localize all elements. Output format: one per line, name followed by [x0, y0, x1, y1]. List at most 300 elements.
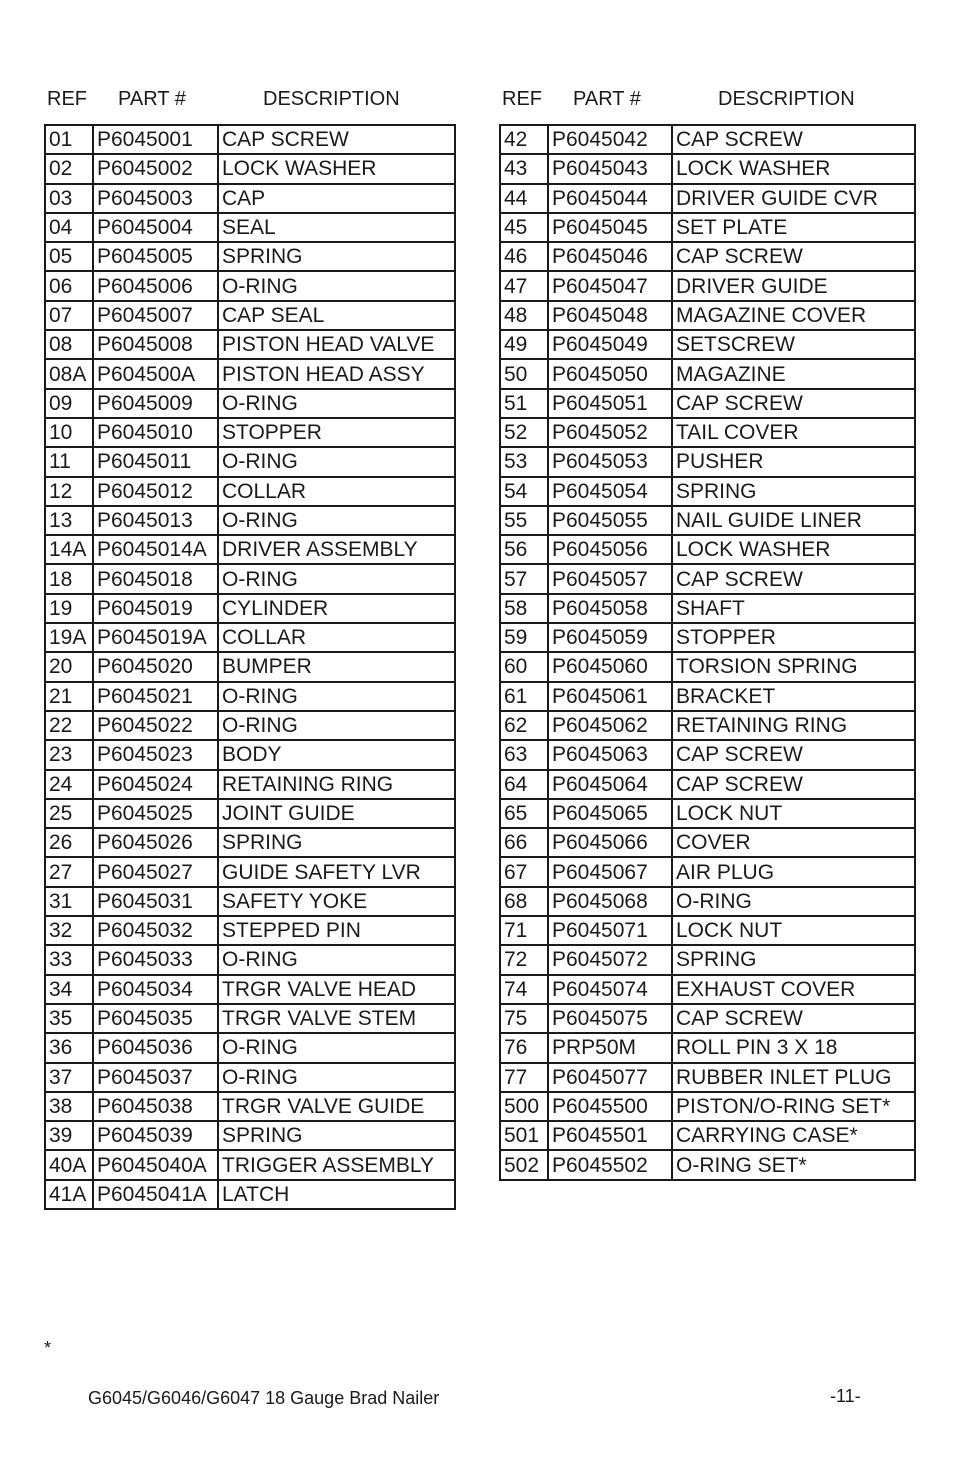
table-row [45, 506, 455, 535]
table-row [45, 359, 455, 388]
table-row [500, 1150, 915, 1179]
table-row [45, 477, 455, 506]
description-cell: DRIVER GUIDE CVR [672, 184, 915, 213]
ref-cell: 14A [45, 535, 93, 564]
table-row [45, 594, 455, 623]
ref-cell: 60 [500, 652, 548, 681]
ref-cell: 59 [500, 623, 548, 652]
part-number-cell: P6045022 [93, 711, 218, 740]
table-row [500, 828, 915, 857]
ref-cell: 65 [500, 799, 548, 828]
part-number-cell: P6045060 [548, 652, 672, 681]
part-number-cell: P6045045 [548, 213, 672, 242]
description-cell: TRIGGER ASSEMBLY [218, 1150, 455, 1179]
ref-cell: 10 [45, 418, 93, 447]
part-number-cell: P6045051 [548, 389, 672, 418]
table-row [45, 1180, 455, 1209]
ref-cell: 55 [500, 506, 548, 535]
part-number-cell: P6045012 [93, 477, 218, 506]
ref-cell: 07 [45, 301, 93, 330]
part-number-cell: P6045502 [548, 1150, 672, 1179]
ref-cell: 33 [45, 945, 93, 974]
ref-cell: 75 [500, 1004, 548, 1033]
description-cell: CAP SCREW [672, 770, 915, 799]
part-number-cell: P6045031 [93, 887, 218, 916]
description-cell: O-RING [218, 945, 455, 974]
ref-cell: 34 [45, 975, 93, 1004]
table-row [45, 975, 455, 1004]
description-cell: BODY [218, 740, 455, 769]
ref-cell: 23 [45, 740, 93, 769]
table-row [45, 301, 455, 330]
table-row [500, 213, 915, 242]
table-row [500, 154, 915, 183]
description-cell: SPRING [218, 828, 455, 857]
ref-cell: 27 [45, 857, 93, 886]
part-number-cell: P6045018 [93, 564, 218, 593]
description-cell: CYLINDER [218, 594, 455, 623]
ref-cell: 47 [500, 271, 548, 300]
description-cell: GUIDE SAFETY LVR [218, 857, 455, 886]
part-number-cell: P6045026 [93, 828, 218, 857]
ref-cell: 41A [45, 1180, 93, 1209]
part-number-cell: P6045057 [548, 564, 672, 593]
part-number-cell: P6045065 [548, 799, 672, 828]
part-number-cell: P604500A [93, 359, 218, 388]
description-cell: EXHAUST COVER [672, 975, 915, 1004]
description-cell: SEAL [218, 213, 455, 242]
description-cell: O-RING [218, 506, 455, 535]
table-row [45, 682, 455, 711]
table-row [45, 213, 455, 242]
ref-cell: 51 [500, 389, 548, 418]
part-number-cell: P6045055 [548, 506, 672, 535]
part-number-cell: P6045034 [93, 975, 218, 1004]
description-cell: MAGAZINE COVER [672, 301, 915, 330]
part-number-cell: P6045042 [548, 125, 672, 154]
description-cell: ROLL PIN 3 X 18 [672, 1033, 915, 1062]
description-cell: O-RING SET* [672, 1150, 915, 1179]
part-number-cell: P6045040A [93, 1150, 218, 1179]
table-row [500, 389, 915, 418]
table-row [45, 125, 455, 154]
table-row [45, 799, 455, 828]
ref-cell: 38 [45, 1092, 93, 1121]
part-number-cell: P6045010 [93, 418, 218, 447]
description-cell: CAP SCREW [672, 242, 915, 271]
ref-cell: 64 [500, 770, 548, 799]
table-row [500, 359, 915, 388]
description-cell: O-RING [218, 564, 455, 593]
footer-title: G6045/G6046/G6047 18 Gauge Brad Nailer [88, 1388, 440, 1408]
ref-cell: 68 [500, 887, 548, 916]
description-cell: LOCK WASHER [218, 154, 455, 183]
table-row [500, 242, 915, 271]
ref-cell: 45 [500, 213, 548, 242]
table-row [45, 1063, 455, 1092]
description-cell: SPRING [672, 477, 915, 506]
part-number-cell: P6045072 [548, 945, 672, 974]
table-row [500, 1063, 915, 1092]
part-number-cell: P6045047 [548, 271, 672, 300]
table-row [500, 1121, 915, 1150]
description-cell: SPRING [218, 1121, 455, 1150]
table-row [500, 125, 915, 154]
ref-cell: 76 [500, 1033, 548, 1062]
header-ref: REF [502, 88, 542, 110]
header-ref: REF [47, 88, 87, 110]
part-number-cell: P6045048 [548, 301, 672, 330]
ref-cell: 26 [45, 828, 93, 857]
part-number-cell: P6045013 [93, 506, 218, 535]
part-number-cell: P6045001 [93, 125, 218, 154]
header-description: DESCRIPTION [263, 88, 400, 110]
description-cell: SAFETY YOKE [218, 887, 455, 916]
table-row [500, 857, 915, 886]
description-cell: TRGR VALVE STEM [218, 1004, 455, 1033]
table-row [45, 887, 455, 916]
ref-cell: 21 [45, 682, 93, 711]
description-cell: COLLAR [218, 477, 455, 506]
description-cell: STEPPED PIN [218, 916, 455, 945]
description-cell: SPRING [218, 242, 455, 271]
part-number-cell: P6045056 [548, 535, 672, 564]
parts-list-right [499, 86, 916, 1181]
parts-table-right [499, 124, 916, 1181]
table-row [45, 1033, 455, 1062]
table-row [500, 1004, 915, 1033]
description-cell: CAP SCREW [672, 389, 915, 418]
ref-cell: 12 [45, 477, 93, 506]
ref-cell: 05 [45, 242, 93, 271]
part-number-cell: P6045049 [548, 330, 672, 359]
table-row [500, 975, 915, 1004]
table-row [500, 506, 915, 535]
ref-cell: 02 [45, 154, 93, 183]
description-cell: JOINT GUIDE [218, 799, 455, 828]
table-row [500, 447, 915, 476]
table-row [45, 1092, 455, 1121]
part-number-cell: P6045071 [548, 916, 672, 945]
ref-cell: 40A [45, 1150, 93, 1179]
part-number-cell: P6045074 [548, 975, 672, 1004]
column-headers-right [499, 86, 914, 124]
header-description: DESCRIPTION [718, 88, 855, 110]
part-number-cell: P6045020 [93, 652, 218, 681]
description-cell: O-RING [218, 682, 455, 711]
ref-cell: 35 [45, 1004, 93, 1033]
description-cell: O-RING [672, 887, 915, 916]
ref-cell: 42 [500, 125, 548, 154]
ref-cell: 22 [45, 711, 93, 740]
description-cell: LOCK WASHER [672, 154, 915, 183]
description-cell: COVER [672, 828, 915, 857]
description-cell: LOCK NUT [672, 916, 915, 945]
description-cell: CAP SCREW [218, 125, 455, 154]
ref-cell: 54 [500, 477, 548, 506]
table-row [500, 682, 915, 711]
description-cell: PISTON HEAD VALVE [218, 330, 455, 359]
table-row [45, 740, 455, 769]
part-number-cell: P6045007 [93, 301, 218, 330]
part-number-cell: P6045019A [93, 623, 218, 652]
ref-cell: 74 [500, 975, 548, 1004]
table-row [45, 652, 455, 681]
part-number-cell: P6045064 [548, 770, 672, 799]
description-cell: CARRYING CASE* [672, 1121, 915, 1150]
table-row [45, 857, 455, 886]
description-cell: SPRING [672, 945, 915, 974]
table-row [500, 477, 915, 506]
table-row [500, 945, 915, 974]
ref-cell: 62 [500, 711, 548, 740]
ref-cell: 502 [500, 1150, 548, 1179]
description-cell: MAGAZINE [672, 359, 915, 388]
table-row [45, 1150, 455, 1179]
table-row [500, 770, 915, 799]
ref-cell: 24 [45, 770, 93, 799]
part-number-cell: P6045005 [93, 242, 218, 271]
part-number-cell: P6045002 [93, 154, 218, 183]
part-number-cell: P6045008 [93, 330, 218, 359]
description-cell: CAP SCREW [672, 125, 915, 154]
part-number-cell: P6045032 [93, 916, 218, 945]
ref-cell: 50 [500, 359, 548, 388]
table-row [500, 184, 915, 213]
description-cell: CAP [218, 184, 455, 213]
part-number-cell: P6045059 [548, 623, 672, 652]
ref-cell: 08 [45, 330, 93, 359]
part-number-cell: P6045009 [93, 389, 218, 418]
part-number-cell: P6045033 [93, 945, 218, 974]
table-row [45, 623, 455, 652]
description-cell: CAP SCREW [672, 740, 915, 769]
ref-cell: 31 [45, 887, 93, 916]
part-number-cell: P6045003 [93, 184, 218, 213]
part-number-cell: P6045067 [548, 857, 672, 886]
description-cell: O-RING [218, 711, 455, 740]
ref-cell: 49 [500, 330, 548, 359]
table-row [45, 1004, 455, 1033]
description-cell: PISTON/O-RING SET* [672, 1092, 915, 1121]
description-cell: COLLAR [218, 623, 455, 652]
parts-table-left [44, 124, 456, 1210]
ref-cell: 58 [500, 594, 548, 623]
table-row [500, 535, 915, 564]
part-number-cell: P6045014A [93, 535, 218, 564]
table-row [500, 711, 915, 740]
description-cell: STOPPER [672, 623, 915, 652]
table-row [45, 330, 455, 359]
description-cell: DRIVER GUIDE [672, 271, 915, 300]
description-cell: TAIL COVER [672, 418, 915, 447]
table-row [500, 916, 915, 945]
part-number-cell: P6045038 [93, 1092, 218, 1121]
part-number-cell: P6045066 [548, 828, 672, 857]
description-cell: PUSHER [672, 447, 915, 476]
ref-cell: 63 [500, 740, 548, 769]
description-cell: SET PLATE [672, 213, 915, 242]
ref-cell: 53 [500, 447, 548, 476]
part-number-cell: P6045054 [548, 477, 672, 506]
ref-cell: 48 [500, 301, 548, 330]
description-cell: TRGR VALVE HEAD [218, 975, 455, 1004]
ref-cell: 18 [45, 564, 93, 593]
part-number-cell: P6045500 [548, 1092, 672, 1121]
description-cell: RUBBER INLET PLUG [672, 1063, 915, 1092]
header-part: PART # [573, 88, 641, 110]
ref-cell: 19 [45, 594, 93, 623]
part-number-cell: P6045024 [93, 770, 218, 799]
part-number-cell: PRP50M [548, 1033, 672, 1062]
description-cell: TRGR VALVE GUIDE [218, 1092, 455, 1121]
part-number-cell: P6045041A [93, 1180, 218, 1209]
table-row [500, 418, 915, 447]
description-cell: O-RING [218, 1063, 455, 1092]
ref-cell: 20 [45, 652, 93, 681]
part-number-cell: P6045019 [93, 594, 218, 623]
part-number-cell: P6045039 [93, 1121, 218, 1150]
ref-cell: 01 [45, 125, 93, 154]
description-cell: CAP SEAL [218, 301, 455, 330]
ref-cell: 36 [45, 1033, 93, 1062]
table-row [500, 652, 915, 681]
table-row [500, 564, 915, 593]
table-row [45, 1121, 455, 1150]
ref-cell: 56 [500, 535, 548, 564]
ref-cell: 52 [500, 418, 548, 447]
ref-cell: 57 [500, 564, 548, 593]
page-number: -11- [830, 1386, 861, 1406]
header-part: PART # [118, 88, 186, 110]
description-cell: CAP SCREW [672, 564, 915, 593]
part-number-cell: P6045050 [548, 359, 672, 388]
description-cell: TORSION SPRING [672, 652, 915, 681]
ref-cell: 43 [500, 154, 548, 183]
ref-cell: 67 [500, 857, 548, 886]
part-number-cell: P6045011 [93, 447, 218, 476]
part-number-cell: P6045052 [548, 418, 672, 447]
table-row [500, 330, 915, 359]
part-number-cell: P6045058 [548, 594, 672, 623]
ref-cell: 19A [45, 623, 93, 652]
ref-cell: 06 [45, 271, 93, 300]
ref-cell: 61 [500, 682, 548, 711]
table-row [500, 887, 915, 916]
description-cell: LATCH [218, 1180, 455, 1209]
part-number-cell: P6045035 [93, 1004, 218, 1033]
table-row [500, 271, 915, 300]
table-row [45, 916, 455, 945]
part-number-cell: P6045046 [548, 242, 672, 271]
description-cell: STOPPER [218, 418, 455, 447]
table-row [45, 271, 455, 300]
description-cell: CAP SCREW [672, 1004, 915, 1033]
part-number-cell: P6045062 [548, 711, 672, 740]
description-cell: PISTON HEAD ASSY [218, 359, 455, 388]
part-number-cell: P6045501 [548, 1121, 672, 1150]
part-number-cell: P6045036 [93, 1033, 218, 1062]
ref-cell: 44 [500, 184, 548, 213]
description-cell: BRACKET [672, 682, 915, 711]
description-cell: O-RING [218, 271, 455, 300]
part-number-cell: P6045061 [548, 682, 672, 711]
ref-cell: 501 [500, 1121, 548, 1150]
description-cell: LOCK WASHER [672, 535, 915, 564]
table-row [500, 799, 915, 828]
description-cell: SHAFT [672, 594, 915, 623]
table-row [45, 184, 455, 213]
table-row [45, 154, 455, 183]
column-headers-left [44, 86, 454, 124]
part-number-cell: P6045053 [548, 447, 672, 476]
part-number-cell: P6045004 [93, 213, 218, 242]
ref-cell: 71 [500, 916, 548, 945]
ref-cell: 13 [45, 506, 93, 535]
ref-cell: 32 [45, 916, 93, 945]
part-number-cell: P6045037 [93, 1063, 218, 1092]
description-cell: O-RING [218, 1033, 455, 1062]
description-cell: O-RING [218, 389, 455, 418]
table-row [45, 945, 455, 974]
table-row [500, 301, 915, 330]
table-row [45, 828, 455, 857]
part-number-cell: P6045043 [548, 154, 672, 183]
description-cell: RETAINING RING [218, 770, 455, 799]
table-row [500, 1033, 915, 1062]
part-number-cell: P6045021 [93, 682, 218, 711]
table-row [500, 740, 915, 769]
ref-cell: 04 [45, 213, 93, 242]
description-cell: AIR PLUG [672, 857, 915, 886]
table-row [500, 594, 915, 623]
part-number-cell: P6045075 [548, 1004, 672, 1033]
part-number-cell: P6045023 [93, 740, 218, 769]
part-number-cell: P6045068 [548, 887, 672, 916]
description-cell: O-RING [218, 447, 455, 476]
table-row [45, 564, 455, 593]
table-row [500, 623, 915, 652]
ref-cell: 500 [500, 1092, 548, 1121]
table-row [45, 711, 455, 740]
description-cell: RETAINING RING [672, 711, 915, 740]
ref-cell: 39 [45, 1121, 93, 1150]
ref-cell: 37 [45, 1063, 93, 1092]
part-number-cell: P6045044 [548, 184, 672, 213]
part-number-cell: P6045077 [548, 1063, 672, 1092]
table-row [45, 418, 455, 447]
parts-list-left [44, 86, 456, 1210]
table-row [45, 389, 455, 418]
description-cell: SETSCREW [672, 330, 915, 359]
table-row [45, 242, 455, 271]
part-number-cell: P6045025 [93, 799, 218, 828]
footnote-marker: * [44, 1338, 52, 1358]
ref-cell: 72 [500, 945, 548, 974]
part-number-cell: P6045006 [93, 271, 218, 300]
table-row [45, 447, 455, 476]
ref-cell: 11 [45, 447, 93, 476]
ref-cell: 46 [500, 242, 548, 271]
description-cell: NAIL GUIDE LINER [672, 506, 915, 535]
description-cell: BUMPER [218, 652, 455, 681]
ref-cell: 66 [500, 828, 548, 857]
part-number-cell: P6045063 [548, 740, 672, 769]
ref-cell: 09 [45, 389, 93, 418]
table-row [500, 1092, 915, 1121]
ref-cell: 08A [45, 359, 93, 388]
description-cell: DRIVER ASSEMBLY [218, 535, 455, 564]
